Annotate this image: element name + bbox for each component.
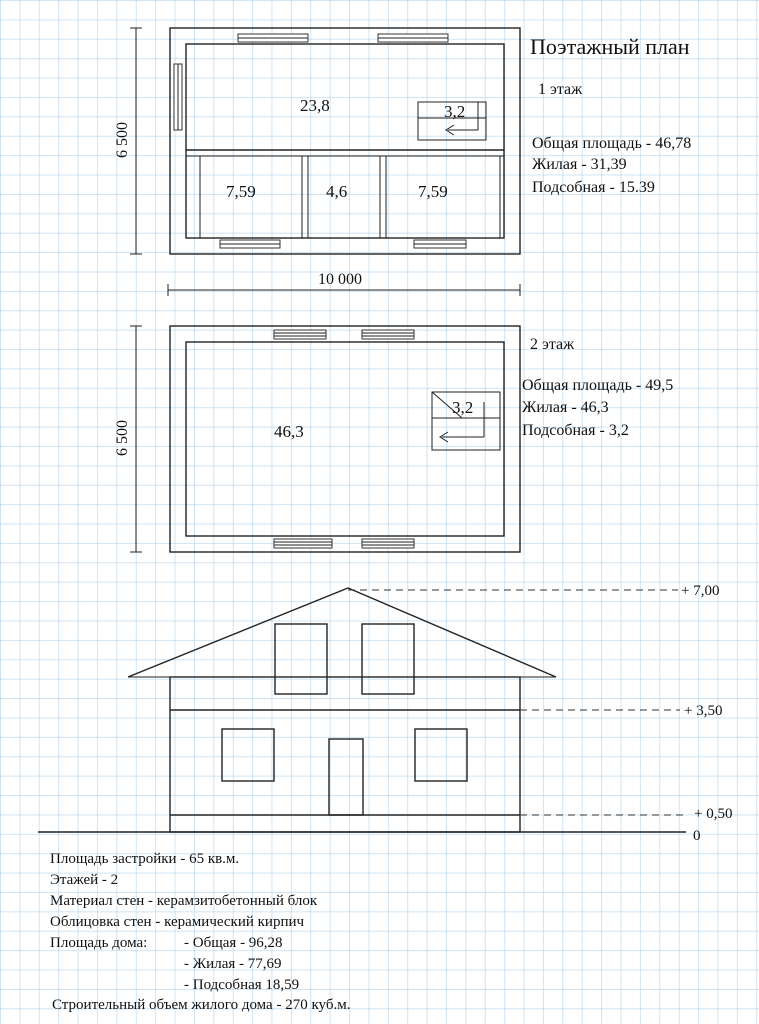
page-title: Поэтажный план [530,34,690,59]
floor2-window-top-right [362,330,414,339]
floor2-living-area: Жилая - 46,3 [522,399,609,416]
wall-cladding: Облицовка стен - керамический кирпич [50,914,305,930]
level-middle-label: + 3,50 [684,703,723,719]
floor2-outer-wall [170,326,520,552]
floor2-room-main-label: 46,3 [274,422,304,441]
level-plinth-label: + 0,50 [694,806,733,822]
summary-block [50,851,350,1013]
floor1-height-dimension [114,28,142,254]
floor2-plan [170,326,520,552]
level-top-label: + 7,00 [681,583,720,599]
floor1-plan [170,28,520,254]
floor1-stair-label: 3,2 [444,102,466,121]
house-area-utility: - Подсобная 18,59 [184,977,300,993]
facade-elevation [128,588,556,832]
lower-window-left [222,729,274,781]
floor1-label: 1 этаж [538,81,583,98]
lower-window-right [415,729,467,781]
floor1-room-center-label: 4,6 [326,182,348,201]
floor1-room-right-label: 7,59 [418,182,448,201]
entrance-door [329,739,363,815]
floor2-total-area: Общая площадь - 49,5 [522,377,674,394]
floor1-outer-wall [170,28,520,254]
floor1-height-label: 6 500 [114,122,131,158]
floor2-inner-wall [186,342,504,536]
wall-material: Материал стен - керамзитобетонный блок [50,893,318,909]
level-ground-label: 0 [693,828,701,844]
building-volume: Строительный объем жилого дома - 270 куб.м. [52,997,351,1013]
floor2-window-bottom-right [362,539,414,548]
floor1-room-left-label: 7,59 [226,182,256,201]
floor1-room-main-label: 23,8 [300,96,330,115]
floor1-total-area: Общая площадь - 46,78 [532,135,692,152]
width-label: 10 000 [318,271,362,288]
upper-window-right [362,624,414,694]
floor2-height-dimension [114,326,142,552]
floor2-utility-area: Подсобная - 3,2 [522,422,629,439]
roof-outline [128,588,556,677]
floors-count: Этажей - 2 [50,872,119,888]
house-area-living: - Жилая - 77,69 [184,956,282,972]
house-area-label: Площадь дома: [50,935,148,951]
floor2-stair-label: 3,2 [452,398,474,417]
floor2-window-top-left [274,330,326,339]
floor2-window-bottom-left [274,539,332,548]
upper-window-left [275,624,327,694]
floor1-inner-wall [186,44,504,238]
width-dimension [168,271,520,296]
house-area-total: - Общая - 96,28 [184,935,283,951]
footprint-area: Площадь застройки - 65 кв.м. [50,851,240,867]
level-marks [38,583,732,844]
floor1-living-area: Жилая - 31,39 [532,156,627,173]
floor2-height-label: 6 500 [114,420,131,456]
floor1-utility-area: Подсобная - 15.39 [532,179,655,196]
floor2-label: 2 этаж [530,336,575,353]
